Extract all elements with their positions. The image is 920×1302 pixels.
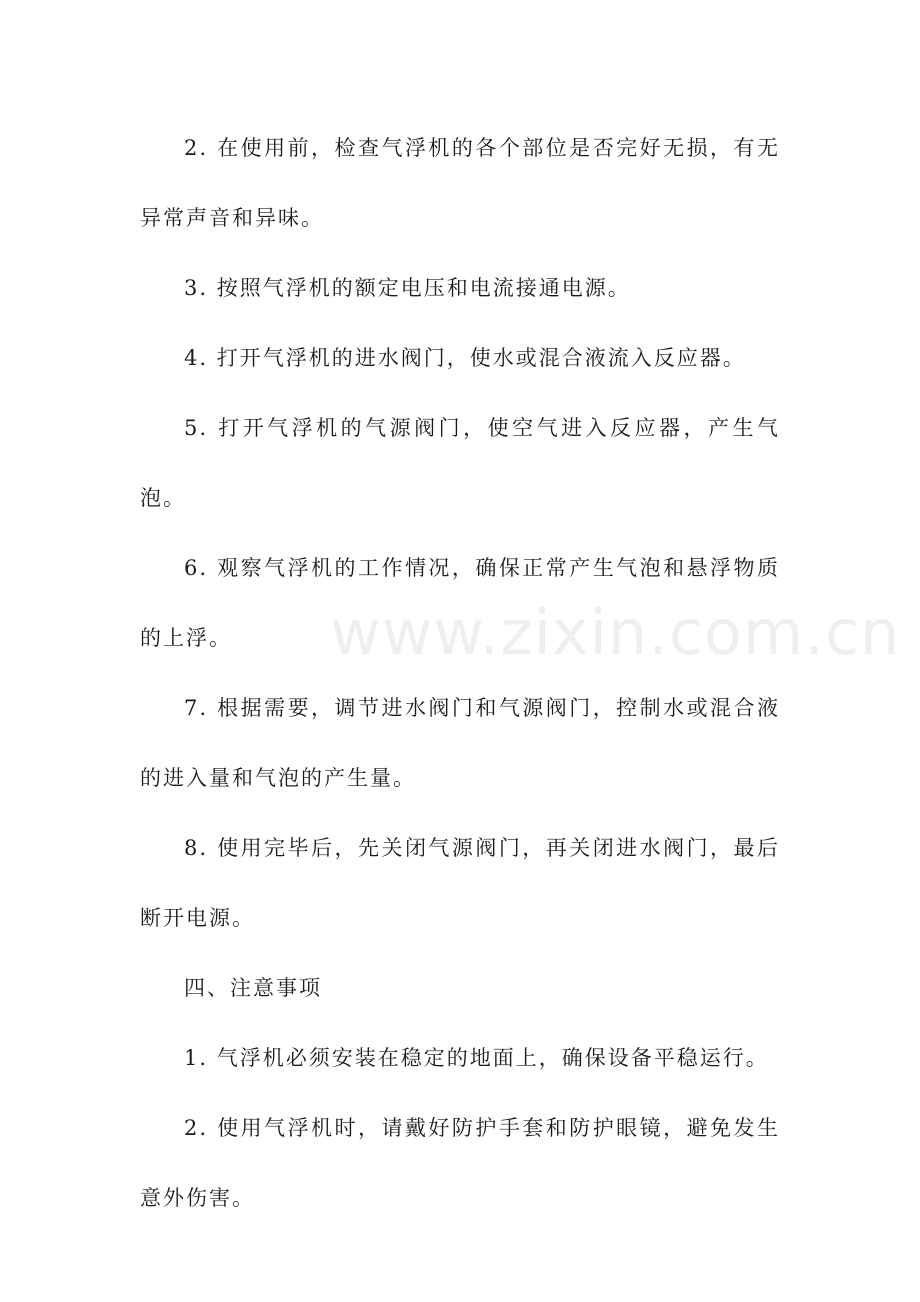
watermark-text: www.zixin.com.cn [330, 596, 901, 669]
section-heading: 四、注意事项 [184, 976, 322, 1000]
step-7-paragraph: 7. 根据需要，调节进水阀门和气源阀门，控制水或混合液的进入量和气泡的产生量。 [140, 696, 780, 790]
step-4-paragraph: 4. 打开气浮机的进水阀门，使水或混合液流入反应器。 [184, 346, 746, 370]
note-2-paragraph: 2. 使用气浮机时，请戴好防护手套和防护眼镜，避免发生意外伤害。 [140, 1116, 780, 1210]
step-6-paragraph: 6. 观察气浮机的工作情况，确保正常产生气泡和悬浮物质的上浮。 [140, 556, 780, 650]
note-1-paragraph: 1. 气浮机必须安装在稳定的地面上，确保设备平稳运行。 [184, 1046, 769, 1070]
document-body [140, 113, 780, 1233]
step-5-paragraph: 5. 打开气浮机的气源阀门，使空气进入反应器，产生气泡。 [140, 416, 780, 510]
step-2-paragraph: 2. 在使用前，检查气浮机的各个部位是否完好无损，有无异常声音和异味。 [140, 136, 780, 230]
step-3-paragraph: 3. 按照气浮机的额定电压和电流接通电源。 [184, 276, 631, 300]
step-8-paragraph: 8. 使用完毕后，先关闭气源阀门，再关闭进水阀门，最后断开电源。 [140, 836, 780, 930]
